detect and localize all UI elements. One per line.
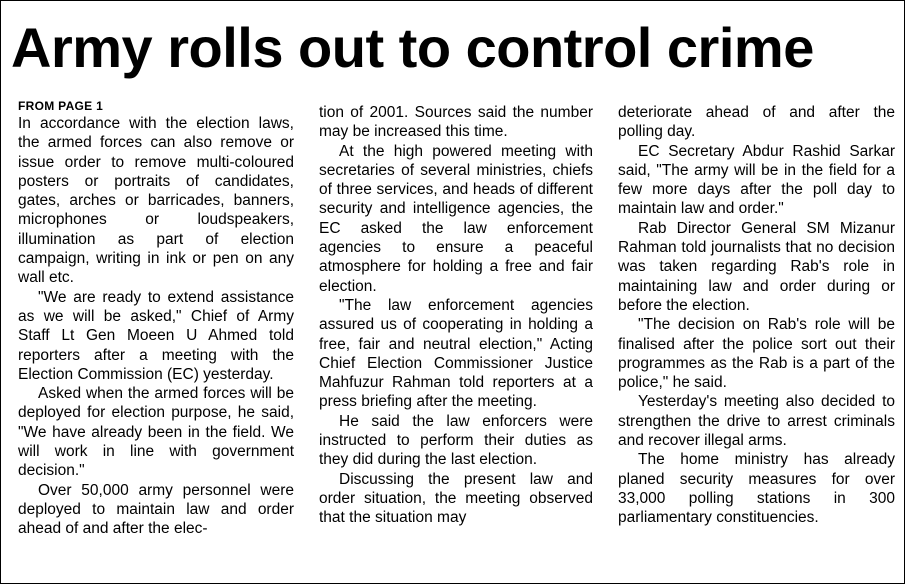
paragraph: "The decision on Rab's role will be finalised after the police sort out their programmes as the Rab is a part of the police," he said.	[618, 316, 895, 392]
paragraph: Asked when the armed forces will be deployed for election purpose, he said, "We have already been in the field. We will work in line with government decision."	[18, 385, 294, 480]
paragraph: The home ministry has already planed security measures for over 33,000 polling stations in 300 parliamentary constituencies.	[618, 451, 895, 527]
headline: Army rolls out to control crime	[11, 16, 814, 79]
paragraph: deteriorate ahead of and after the polling day.	[618, 104, 895, 141]
paragraph: Yesterday's meeting also decided to strengthen the drive to arrest criminals and recover illegal arms.	[618, 393, 895, 450]
article-column-3	[618, 103, 895, 581]
paragraph: At the high powered meeting with secretaries of several ministries, chiefs of three services, and heads of different security and intelligence agencies, the EC asked the law enforcement agencies to ensure a peaceful atmosphere for holding a free and fair election.	[319, 142, 593, 295]
paragraph: Discussing the present law and order situation, the meeting observed that the situation may	[319, 470, 593, 527]
paragraph: "The law enforcement agencies assured us of cooperating in holding a free, fair and neutral election," Acting Chief Election Commissioner Justice Mahfuzur Rahman told reporters at a press briefing after the meeting.	[319, 296, 593, 411]
paragraph: Rab Director General SM Mizanur Rahman told journalists that no decision was taken regarding Rab's role in maintaining law and order during or before the election.	[618, 219, 895, 314]
paragraph: In accordance with the election laws, the armed forces can also remove or issue order to remove multi-coloured posters or portraits of candidates, gates, arches or barricades, banners, microphones or loudspeakers, illumination as part of election campaign, writing in ink or pen on any wall etc.	[18, 115, 294, 287]
paragraph: "We are ready to extend assistance as we will be asked," Chief of Army Staff Lt Gen Moeen U Ahmed told reporters after a meeting with the Election Commission (EC) yesterday.	[18, 288, 294, 383]
article-column-2	[319, 103, 593, 581]
continuation-kicker: FROM PAGE 1	[18, 99, 104, 113]
paragraph: He said the law enforcers were instructed to perform their duties as they did during the last election.	[319, 412, 593, 469]
paragraph: Over 50,000 army personnel were deployed to maintain law and order ahead of and after the elec-	[18, 481, 294, 538]
paragraph: tion of 2001. Sources said the number may be increased this time.	[319, 104, 593, 141]
article-column-1	[18, 99, 294, 577]
paragraph: EC Secretary Abdur Rashid Sarkar said, "The army will be in the field for a few more days after the poll day to maintain law and order."	[618, 142, 895, 218]
